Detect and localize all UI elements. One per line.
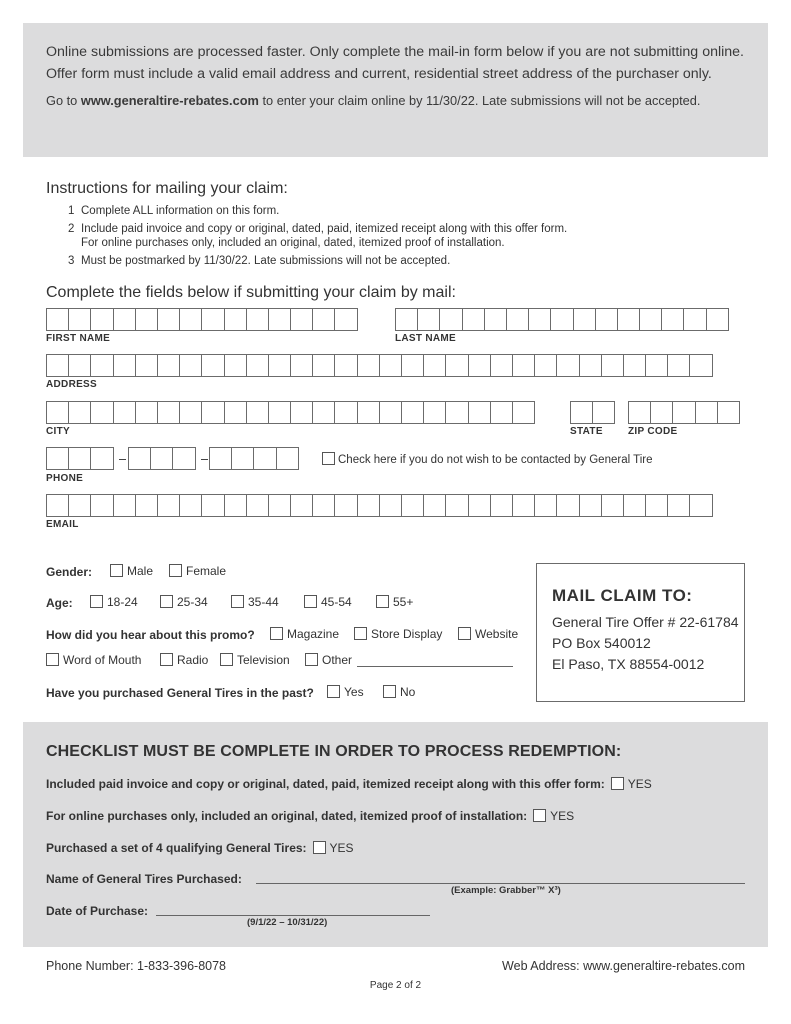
mail-address-line-1: General Tire Offer # 22-61784 [552,614,739,630]
gender-option-female[interactable]: Female [169,564,226,578]
city-label: CITY [46,426,70,437]
hear-option-word-of-mouth[interactable]: Word of Mouth [46,653,141,667]
phone-number: 1-833-396-8078 [137,959,227,973]
email-label: EMAIL [46,519,79,530]
other-checkbox[interactable] [305,653,318,666]
state-field[interactable] [570,401,614,424]
page-number: Page 2 of 2 [369,980,422,991]
form-title: Complete the fields below if submitting your claim by mail: [46,284,456,301]
web-address-link[interactable]: www.generaltire-rebates.com [583,959,745,973]
radio-checkbox[interactable] [160,653,173,666]
age-18-24-checkbox[interactable] [90,595,103,608]
hear-option-other[interactable]: Other [305,653,352,667]
online-url-line: Go to www.generaltire-rebates.com to enter your claim online by 11/30/22. Late submissions will not be accepted. [46,93,701,108]
email-field[interactable] [46,494,712,517]
no-contact-checkbox[interactable] [322,452,335,465]
rebate-website-link[interactable]: www.generaltire-rebates.com [80,93,259,108]
hear-option-store-display[interactable]: Store Display [354,627,442,641]
tire-name-label: Name of General Tires Purchased: [46,872,242,886]
instructions-title: Instructions for mailing your claim: [46,180,288,197]
state-label: STATE [570,426,603,437]
age-45-54-checkbox[interactable] [304,595,317,608]
first-name-label: FIRST NAME [46,333,111,344]
mail-claim-title: MAIL CLAIM TO: [552,586,693,605]
address-label: ADDRESS [46,379,97,390]
phone-dash [119,459,126,460]
hear-option-radio[interactable]: Radio [160,653,208,667]
city-field[interactable] [46,401,534,424]
age-option-55-plus[interactable]: 55+ [376,595,413,609]
instruction-item-2: 2 Include paid invoice and copy or original, dated, paid, itemized receipt along with this offer form. For online purchases only, included an original, dated, itemized proof of installation. [68,223,568,249]
checklist-1-checkbox[interactable] [611,777,624,790]
first-name-field[interactable] [46,308,357,331]
purchase-date-hint: (9/1/22 – 10/31/22) [247,917,328,928]
gender-option-male[interactable]: Male [110,564,153,578]
past-option-yes[interactable]: Yes [327,685,364,699]
phone-line-field[interactable] [209,447,298,470]
phone-label: PHONE [46,473,84,484]
online-notice-text: Online submissions are processed faster. Only complete the mail-in form below if you are not submitting online. Offer form must include a valid email address and current, residential street address of the purchaser only. [46,44,744,82]
past-yes-checkbox[interactable] [327,685,340,698]
age-option-25-34[interactable]: 25-34 [160,595,208,609]
last-name-label: LAST NAME [395,333,457,344]
zip-code-label: ZIP CODE [628,426,678,437]
checklist-title: CHECKLIST MUST BE COMPLETE IN ORDER TO PROCESS REDEMPTION: [46,743,622,760]
past-purchase-label: Have you purchased General Tires in the past? [46,686,314,700]
checklist-panel [23,722,768,947]
magazine-checkbox[interactable] [270,627,283,640]
gender-label: Gender: [46,565,93,579]
age-35-44-checkbox[interactable] [231,595,244,608]
footer-web: Web Address: www.generaltire-rebates.com [502,959,745,973]
checklist-item-1: Included paid invoice and copy or original, dated, paid, itemized receipt along with this offer form: YES [46,777,652,791]
mail-claim-box [536,563,745,702]
hear-option-magazine[interactable]: Magazine [270,627,339,641]
age-label: Age: [46,596,73,610]
hear-option-television[interactable]: Television [220,653,290,667]
address-field[interactable] [46,354,712,377]
mail-form [46,308,746,548]
male-checkbox[interactable] [110,564,123,577]
past-option-no[interactable]: No [383,685,415,699]
checklist-2-checkbox[interactable] [533,809,546,822]
hear-about-label: How did you hear about this promo? [46,628,255,642]
television-checkbox[interactable] [220,653,233,666]
instruction-item-3: 3 Must be postmarked by 11/30/22. Late submissions will not be accepted. [68,255,451,267]
website-checkbox[interactable] [458,627,471,640]
age-option-45-54[interactable]: 45-54 [304,595,352,609]
checklist-item-3: Purchased a set of 4 qualifying General Tires: YES [46,841,354,855]
hear-option-website[interactable]: Website [458,627,518,641]
past-no-checkbox[interactable] [383,685,396,698]
mail-address-line-3: El Paso, TX 88554-0012 [552,656,705,672]
other-text-line[interactable] [357,666,513,667]
age-55-plus-checkbox[interactable] [376,595,389,608]
store-display-checkbox[interactable] [354,627,367,640]
phone-dash [201,459,208,460]
tire-name-line[interactable] [256,883,745,884]
phone-prefix-field[interactable] [128,447,195,470]
purchase-date-line[interactable] [156,915,430,916]
purchase-date-label: Date of Purchase: [46,904,149,918]
last-name-field[interactable] [395,308,728,331]
mail-address-line-2: PO Box 540012 [552,635,651,651]
footer-phone: Phone Number: 1-833-396-8078 [46,959,227,973]
age-option-18-24[interactable]: 18-24 [90,595,138,609]
phone-area-code-field[interactable] [46,447,113,470]
age-25-34-checkbox[interactable] [160,595,173,608]
online-notice-panel [23,23,768,157]
zip-code-field[interactable] [628,401,739,424]
checklist-3-checkbox[interactable] [313,841,326,854]
tire-name-hint: (Example: Grabber™ X³) [451,885,561,896]
checklist-item-2: For online purchases only, included an original, dated, itemized proof of installation: YES [46,809,575,823]
female-checkbox[interactable] [169,564,182,577]
age-option-35-44[interactable]: 35-44 [231,595,279,609]
no-contact-option: Check here if you do not wish to be contacted by General Tire [322,452,653,466]
word-of-mouth-checkbox[interactable] [46,653,59,666]
instruction-item-1: 1 Complete ALL information on this form. [68,205,280,217]
